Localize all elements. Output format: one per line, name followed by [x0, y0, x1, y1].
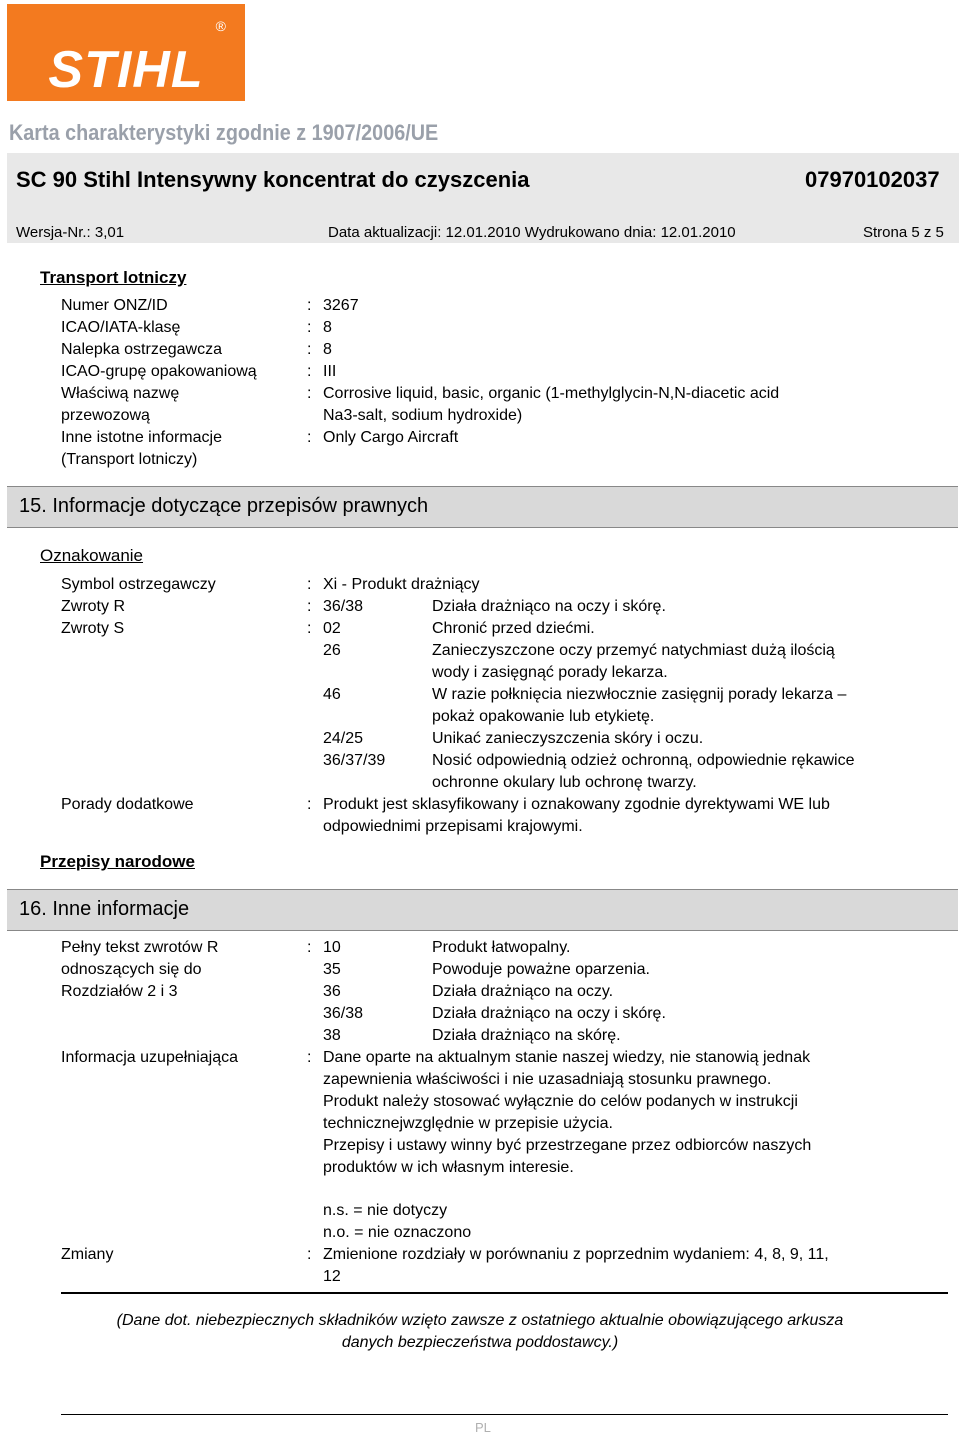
- r-text: Działa drażniąco na oczy.: [432, 983, 614, 1000]
- shipping-name-value: Na3-salt, sodium hydroxide): [323, 407, 523, 424]
- abbreviation: n.o. = nie oznaczono: [323, 1224, 472, 1241]
- footnote-line: (Dane dot. niebezpiecznych składników wzięto zawsze z ostatniego aktualnie obowiązującego arkusza: [116, 1312, 844, 1329]
- full-text-label: Rozdziałów 2 i 3: [61, 983, 178, 1000]
- info-line: Przepisy i ustawy winny być przestrzegane przez odbiorców naszych: [323, 1137, 812, 1154]
- shipping-name-value: Corrosive liquid, basic, organic (1-methylglycin-N,N-diacetic acid: [323, 385, 780, 402]
- air-transport-heading: Transport lotniczy: [40, 268, 187, 287]
- product-name: SC 90 Stihl Intensywny koncentrat do czyszcenia: [16, 167, 530, 192]
- other-info-label: (Transport lotniczy): [61, 451, 198, 468]
- row-label: ICAO-grupę opakowaniową: [61, 363, 257, 380]
- r-code: 36: [323, 983, 341, 1000]
- changes-label: Zmiany: [61, 1246, 114, 1263]
- s-code: 46: [323, 686, 341, 703]
- dates: Data aktualizacji: 12.01.2010 Wydrukowano dnia: 12.01.2010: [328, 224, 736, 241]
- changes-value: 12: [323, 1268, 341, 1285]
- other-info-label: Inne istotne informacje: [61, 429, 222, 446]
- full-text-label: Pełny tekst zwrotów R: [61, 939, 219, 956]
- version: Wersja-Nr.: 3,01: [16, 224, 125, 241]
- row-value: 8: [323, 341, 332, 358]
- labeling-heading: Oznakowanie: [40, 546, 144, 565]
- shipping-name-label: przewozową: [61, 407, 150, 424]
- other-info-value: Only Cargo Aircraft: [323, 429, 459, 446]
- changes-value: Zmienione rozdziały w porównaniu z poprzednim wydaniem: 4, 8, 9, 11,: [323, 1246, 829, 1263]
- r-text: Działa drażniąco na oczy i skórę.: [432, 598, 666, 615]
- s-text: Chronić przed dziećmi.: [432, 620, 595, 637]
- row-label: Nalepka ostrzegawcza: [61, 341, 222, 358]
- row-label: Numer ONZ/ID: [61, 297, 168, 314]
- s-text: wody i zasięgnąć porady lekarza.: [432, 664, 668, 681]
- section-16-header: [7, 889, 958, 931]
- r-code: 36/38: [323, 1005, 364, 1022]
- r-text: Powoduje poważne oparzenia.: [432, 961, 650, 978]
- section-16-title: 16. Inne informacje: [19, 898, 190, 920]
- s-code: 26: [323, 642, 341, 659]
- info-line: zapewnienia właściwości i nie uzasadniają stosunku prawnego.: [323, 1071, 772, 1088]
- r-code: 36/38: [323, 598, 364, 615]
- s-text: Unikać zanieczyszczenia skóry i oczu.: [432, 730, 704, 747]
- row-value: III: [323, 363, 337, 380]
- row-label: ICAO/IATA-klasę: [61, 319, 181, 336]
- full-text-label: odnoszących się do: [61, 961, 202, 978]
- symbol-value: Xi - Produkt drażniący: [323, 576, 480, 593]
- s-code: 02: [323, 620, 341, 637]
- national-regulations-heading: Przepisy narodowe: [40, 852, 195, 871]
- r-phrases-label: Zwroty R: [61, 598, 125, 615]
- info-line: produktów w ich własnym interesie.: [323, 1159, 574, 1176]
- s-code: 36/37/39: [323, 752, 386, 769]
- advice-label: Porady dodatkowe: [61, 796, 194, 813]
- section-15-title: 15. Informacje dotyczące przepisów prawnych: [19, 495, 429, 517]
- advice-value: odpowiednimi przepisami krajowymi.: [323, 818, 583, 835]
- section-15-header: [7, 486, 958, 528]
- r-code: 10: [323, 939, 341, 956]
- info-line: Dane oparte na aktualnym stanie naszej wiedzy, nie stanowią jednak: [323, 1049, 811, 1066]
- s-phrases-label: Zwroty S: [61, 620, 125, 637]
- s-text: Zanieczyszczone oczy przemyć natychmiast dużą ilością: [432, 642, 835, 659]
- row-value: 8: [323, 319, 332, 336]
- r-text: Działa drażniąco na oczy i skórę.: [432, 1005, 666, 1022]
- s-text: ochronne okulary lub ochronę twarzy.: [432, 774, 697, 791]
- product-number: 07970102037: [805, 167, 940, 192]
- document-title: Karta charakterystyki zgodnie z 1907/2006/UE: [9, 120, 439, 145]
- s-code: 24/25: [323, 730, 364, 747]
- divider: [61, 1292, 948, 1294]
- r-text: Działa drażniąco na skórę.: [432, 1027, 621, 1044]
- r-code: 38: [323, 1027, 341, 1044]
- footer-divider: [61, 1414, 948, 1415]
- s-text: pokaż opakowanie lub etykietę.: [432, 708, 655, 725]
- info-line: technicznejwzględnie w przepisie użycia.: [323, 1115, 613, 1132]
- symbol-label: Symbol ostrzegawczy: [61, 576, 216, 593]
- advice-value: Produkt jest sklasyfikowany i oznakowany zgodnie dyrektywami WE lub: [323, 796, 830, 813]
- s-text: W razie połknięcia niezwłocznie zasięgnij porady lekarza –: [432, 686, 847, 703]
- footer-language: PL: [475, 1420, 491, 1435]
- stihl-logo: STIHL ®: [7, 4, 245, 101]
- abbreviation: n.s. = nie dotyczy: [323, 1202, 448, 1219]
- info-label: Informacja uzupełniająca: [61, 1049, 238, 1066]
- footnote-line: danych bezpieczeństwa poddostawcy.): [341, 1334, 619, 1351]
- s-text: Nosić odpowiednią odzież ochronną, odpowiednie rękawice: [432, 752, 855, 769]
- r-code: 35: [323, 961, 341, 978]
- shipping-name-label: Właściwą nazwę: [61, 385, 180, 402]
- info-line: Produkt należy stosować wyłącznie do celów podanych w instrukcji: [323, 1093, 798, 1110]
- row-value: 3267: [323, 297, 359, 314]
- page-number: Strona 5 z 5: [863, 224, 944, 241]
- r-text: Produkt łatwopalny.: [432, 939, 571, 956]
